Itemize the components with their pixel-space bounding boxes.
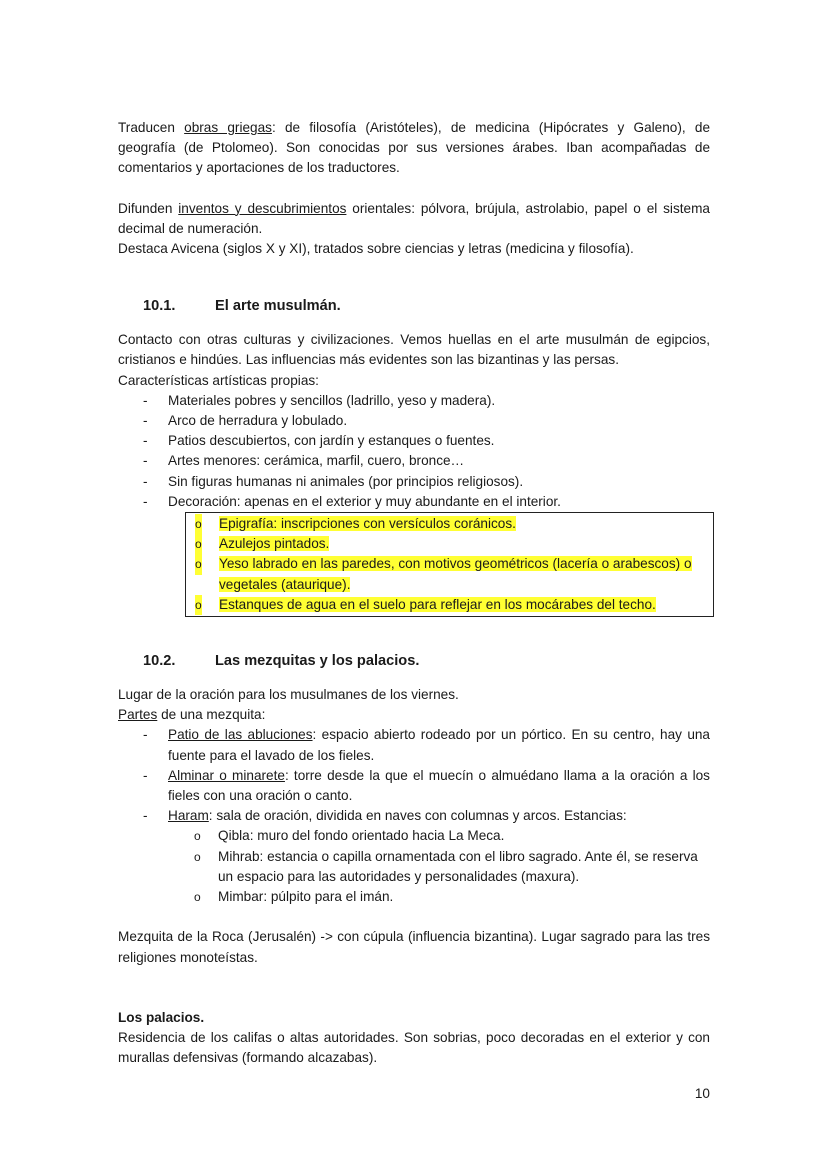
- list-item-text: Yeso labrado en las paredes, con motivos geométricos (lacería o arabescos) o vegetales (ataurique).: [219, 556, 692, 592]
- text: de una mezquita:: [157, 707, 266, 723]
- dash-bullet: -: [143, 433, 148, 449]
- underlined-term: Alminar o minarete: [168, 767, 285, 783]
- list-item-text: Sin figuras humanas ni animales (por principios religiosos).: [168, 473, 524, 489]
- list-item-text: Estanques de agua en el suelo para reflejar en los mocárabes del techo.: [219, 596, 656, 612]
- underlined-term: obras griegas: [184, 120, 272, 135]
- list-item-text: Arco de herradura y lobulado.: [168, 413, 348, 429]
- dash-bullet: -: [143, 392, 148, 408]
- section-number: 10.2.: [143, 653, 176, 670]
- list-item: [118, 725, 710, 765]
- list-item-text: : espacio abierto rodeado por un pórtico. En su centro, hay una fuente para el lavado de los fieles.: [168, 727, 710, 763]
- mosque-paragraph-parts: [118, 705, 710, 725]
- section-title: Las mezquitas y los palacios.: [215, 653, 420, 670]
- list-item: [186, 514, 707, 534]
- text: Traducen: [118, 120, 185, 135]
- dash-bullet: -: [143, 413, 148, 429]
- art-characteristics-list: [118, 391, 710, 512]
- text: orientales: pólvora, brújula, astrolabio, papel o el sistema decimal de numeración.: [118, 200, 710, 236]
- circle-bullet: o: [195, 534, 202, 554]
- underlined-term: Haram: [168, 808, 209, 824]
- mosque-paragraph-place: Lugar de la oración para los musulmanes de los viernes.: [118, 687, 459, 703]
- decoration-sublist: [186, 514, 707, 615]
- list-item: [118, 826, 710, 846]
- list-item: [186, 595, 707, 615]
- list-item: [118, 391, 710, 411]
- circle-bullet: o: [194, 849, 201, 864]
- dash-bullet: -: [143, 453, 148, 469]
- highlighted-decoration-box: [185, 512, 714, 617]
- list-item: [186, 534, 707, 554]
- list-item-text: Artes menores: cerámica, marfil, cuero, bronce…: [168, 453, 465, 469]
- mosque-paragraph-rock: Mezquita de la Roca (Jerusalén) -> con cúpula (influencia bizantina). Lugar sagrado para las tres religiones monoteístas.: [118, 929, 710, 965]
- list-item: [118, 492, 710, 512]
- list-item-text: Patios descubiertos, con jardín y estanques o fuentes.: [168, 433, 495, 449]
- section-heading-10-2: [118, 651, 710, 671]
- palaces-heading-text: Los palacios.: [118, 1009, 205, 1025]
- intro-paragraph-translations: [118, 118, 710, 179]
- list-item: [118, 766, 710, 806]
- dash-bullet: -: [143, 767, 148, 783]
- circle-bullet: o: [194, 890, 201, 905]
- intro-paragraph-avicena: Destaca Avicena (siglos X y XI), tratados sobre ciencias y letras (medicina y filosofía).: [118, 241, 634, 257]
- list-item-text: Materiales pobres y sencillos (ladrillo, yeso y madera).: [168, 392, 496, 408]
- list-item: [118, 411, 710, 431]
- document-page: [118, 118, 710, 1068]
- text: Difunden: [118, 200, 179, 216]
- circle-bullet: o: [195, 554, 202, 574]
- intro-paragraph-inventions: [118, 199, 710, 239]
- section-number: 10.1.: [143, 298, 176, 315]
- list-item: [186, 554, 707, 594]
- list-item: [118, 806, 710, 826]
- list-item-text: Mihrab: estancia o capilla ornamentada con el libro sagrado. Ante él, se reserva un espacio para las autoridades y personalidades (maxura).: [218, 848, 698, 884]
- list-item: [118, 847, 710, 887]
- art-paragraph-contact: Contacto con otras culturas y civilizaciones. Vemos huellas en el arte musulmán de egipcios, cristianos e hindúes. Las influencias más evidentes son las bizantinas y las persas.: [118, 332, 710, 368]
- circle-bullet: o: [195, 514, 202, 534]
- underlined-term: Partes: [118, 707, 158, 723]
- text: : de filosofía (Aristóteles), de medicina (Hipócrates y Galeno), de geografía (de Ptolomeo). Son conocidas por sus versiones árabes. Iban acompañadas de comentarios y aportaciones de los traductores.: [118, 120, 710, 176]
- underlined-term: inventos y descubrimientos: [178, 200, 347, 216]
- dash-bullet: -: [143, 808, 148, 824]
- list-item-text: Qibla: muro del fondo orientado hacia La Meca.: [218, 828, 505, 844]
- list-item: [118, 451, 710, 471]
- list-item: [118, 431, 710, 451]
- section-heading-10-1: [118, 296, 710, 316]
- list-item-text: Epigrafía: inscripciones con versículos coránicos.: [219, 516, 516, 532]
- circle-bullet: o: [195, 595, 202, 615]
- section-title: El arte musulmán.: [215, 298, 341, 315]
- list-item: [118, 887, 710, 907]
- list-item-text: : torre desde la que el muecín o almuédano llama a la oración a los fieles con una oración o canto.: [168, 767, 710, 804]
- page-number: 10: [694, 1086, 710, 1101]
- list-item-text: : sala de oración, dividida en naves con columnas y arcos. Estancias:: [208, 808, 627, 824]
- list-item-text: Azulejos pintados.: [219, 536, 330, 552]
- dash-bullet: -: [143, 727, 148, 743]
- underlined-term: Patio de las abluciones: [168, 727, 313, 743]
- list-item: [118, 472, 710, 492]
- haram-sublist: [118, 826, 710, 907]
- palaces-paragraph: Residencia de los califas o altas autoridades. Son sobrias, poco decoradas en el exterior y con murallas defensivas (formando alcazabas).: [118, 1029, 710, 1066]
- dash-bullet: -: [143, 493, 148, 509]
- list-item-text: Mimbar: púlpito para el imán.: [218, 889, 394, 905]
- mosque-parts-list: [118, 725, 710, 826]
- art-paragraph-characteristics: Características artísticas propias:: [118, 372, 319, 388]
- circle-bullet: o: [194, 829, 201, 844]
- list-item-text: Decoración: apenas en el exterior y muy abundante en el interior.: [168, 493, 561, 509]
- palaces-heading: [118, 1008, 710, 1028]
- dash-bullet: -: [143, 473, 148, 489]
